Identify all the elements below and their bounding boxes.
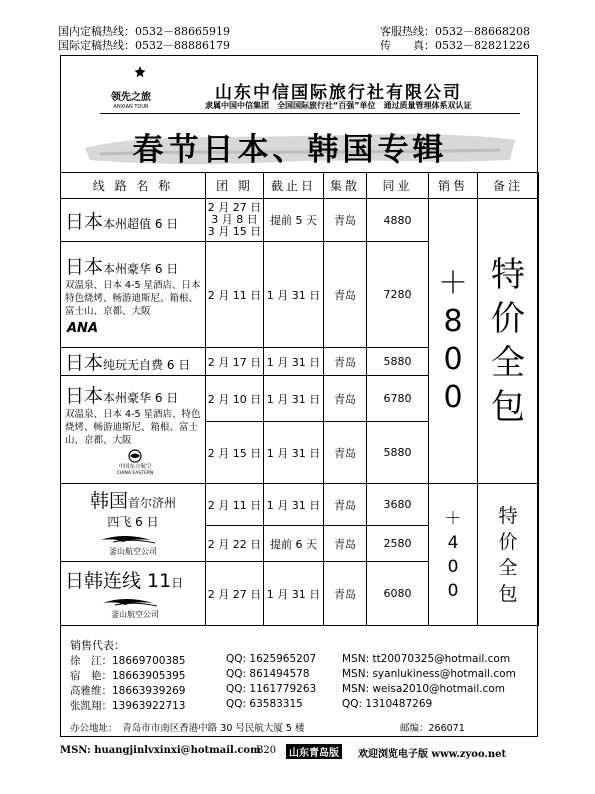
company-logo: [100, 60, 162, 110]
agent-row: [70, 683, 530, 698]
route-description: 双温泉、日本 4-5 星酒店、特色烧烤、畅游迪斯尼、箱根、富士山、京都、大阪: [65, 409, 201, 446]
city-cell: 青岛: [324, 199, 367, 242]
header-sales: 销售: [429, 173, 478, 199]
trade-price: 7280: [367, 242, 429, 348]
note-char: 包: [491, 387, 525, 427]
logo-subtext: ANXIAN TOUR: [113, 104, 149, 110]
route-name: 日: [171, 575, 184, 590]
deadline-cell: 1 月 31 日: [264, 484, 324, 526]
postcode: 邮编：266071: [400, 723, 465, 734]
city-cell: 青岛: [324, 422, 367, 484]
markup-char: ＋: [438, 266, 468, 301]
moon-star-icon: [100, 60, 162, 110]
deadline-cell: 1 月 31 日: [264, 562, 324, 626]
air-busan-logo: [65, 595, 205, 622]
route-cell: [61, 376, 206, 484]
departure-date: 2 月 11 日: [206, 242, 264, 348]
airline-name: 中国东方航空: [118, 464, 152, 470]
city-cell: 青岛: [324, 242, 367, 348]
route-cell: [61, 242, 206, 348]
route-country: 日本: [65, 385, 104, 407]
departure-date: 2 月 15 日: [206, 422, 264, 484]
company-name: 山东中信国际旅行社有限公司: [215, 83, 462, 103]
departure-date: 2 月 11 日: [206, 484, 264, 526]
header-divider: [100, 113, 520, 114]
header-deadline: 截止日: [264, 173, 324, 199]
city-cell: 青岛: [324, 526, 367, 562]
note-char: 价: [498, 530, 518, 553]
ana-logo: [65, 320, 205, 337]
table-header-row: [61, 173, 539, 199]
departure-date: 2 月 27 日: [207, 201, 262, 214]
page-number: B20: [256, 745, 277, 756]
departure-date: 3 月 15 日: [207, 225, 262, 238]
edition-badge: 山东青岛版: [286, 744, 342, 759]
markup-char: ＋: [444, 508, 462, 529]
route-description: 双温泉、日本 4-5 星酒店、日本特色烧烤、畅游迪斯尼、箱根、富士山、京都、大阪: [65, 280, 201, 317]
city-cell: 青岛: [324, 348, 367, 376]
agent-msn[interactable]: MSN: syanlukiness@hotmail.com: [342, 668, 516, 680]
markup-char: 8: [443, 304, 463, 339]
header-city: 集散: [324, 173, 367, 199]
route-name: 本州豪华 6 日: [103, 391, 179, 405]
agent-qq: QQ: 63583315: [226, 698, 303, 710]
departure-date: 2 月 17 日: [206, 348, 264, 376]
header-dates: 团 期: [206, 173, 264, 199]
sales-agents: [70, 637, 530, 713]
city-cell: 青岛: [324, 484, 367, 526]
intl-hotline: 国际定稿热线：0532－88886179: [58, 39, 230, 52]
footer-msn[interactable]: MSN: huangjinlvxinxi@hotmail.com: [60, 745, 261, 756]
markup-char: 0: [447, 556, 459, 577]
deadline-cell: 1 月 31 日: [264, 422, 324, 484]
route-country: 日本: [65, 256, 104, 278]
agent-qq-2: QQ: 1310487269: [342, 698, 433, 710]
airline-name-en: CHINA EASTERN: [116, 471, 154, 475]
route-country: 日韩连线 11: [65, 569, 172, 592]
markup-char: 4: [447, 532, 459, 553]
table-row: [61, 199, 539, 242]
trade-price: 6780: [367, 376, 429, 422]
agent-row: [70, 653, 530, 668]
departure-date: 3 月 8 日: [211, 213, 258, 226]
header-note: 备注: [478, 173, 539, 199]
trade-price: 5880: [367, 422, 429, 484]
sales-markup-bottom: [429, 484, 478, 626]
deadline-cell: 1 月 31 日: [264, 348, 324, 376]
city-cell: 青岛: [324, 376, 367, 422]
route-country: 日本: [65, 352, 104, 374]
route-cell: [61, 484, 206, 562]
air-busan-logo: [61, 532, 205, 559]
agent-msn[interactable]: MSN: weisa2010@hotmail.com: [342, 683, 506, 695]
route-cell: [61, 562, 206, 626]
departure-date: 2 月 27 日: [206, 562, 264, 626]
route-name: 本州超值 6 日: [103, 216, 179, 231]
airline-name: 釜山航空公司: [111, 609, 159, 619]
route-name: 本州豪华 6 日: [103, 262, 179, 276]
page-headline: 春节日本、韩国专辑: [132, 132, 448, 168]
note-char: 特: [498, 504, 518, 527]
trade-price: 2580: [367, 526, 429, 562]
note-top: [478, 199, 539, 484]
departure-date: 2 月 22 日: [206, 526, 264, 562]
logo-text: 领先之旅: [111, 92, 151, 103]
sales-markup-top: [429, 199, 478, 484]
agent-qq: QQ: 861494578: [226, 668, 310, 680]
trade-price: 6080: [367, 562, 429, 626]
deadline-cell: 提前 5 天: [264, 199, 324, 242]
footer-website[interactable]: 欢迎浏览电子版 www.zyoo.net: [358, 749, 507, 760]
markup-char: 0: [443, 342, 463, 377]
markup-char: 0: [447, 580, 459, 601]
trade-price: 4880: [367, 199, 429, 242]
markup-char: 0: [443, 380, 463, 415]
agent-name-phone: 张凯翔：13963922713: [70, 700, 186, 712]
agent-name-phone: 宿 艳：18663905395: [70, 670, 186, 682]
route-name: 首尔济州: [128, 496, 177, 510]
agent-name-phone: 徐 江：18669700385: [70, 655, 186, 667]
page-footer: [60, 745, 538, 760]
agents-title: 销售代表：: [70, 639, 125, 652]
table-row: [61, 484, 539, 526]
deadline-cell: 1 月 31 日: [264, 242, 324, 348]
company-tagline: 隶属中国中信集团 全国国际旅行社“百强”单位 通过质量管理体系双认证: [205, 101, 472, 110]
office-address: 办公地址： 青岛市市南区香港中路 30 号民航大厦 5 楼: [70, 723, 305, 734]
agent-name-phone: 高雅维：18663939269: [70, 685, 186, 697]
trade-price: 3680: [367, 484, 429, 526]
fax-number: 传 真：0532－82821226: [380, 39, 530, 52]
header-trade-price: 同业: [367, 173, 429, 199]
domestic-hotline: 国内定稿热线：0532－88665919: [58, 25, 230, 38]
route-country: 韩国: [89, 490, 128, 512]
note-char: 全: [498, 556, 518, 579]
airline-name: ANA: [67, 321, 99, 334]
deadline-cell: 1 月 31 日: [264, 376, 324, 422]
route-cell: [61, 348, 206, 376]
service-hotline: 客服热线：0532－88668208: [380, 25, 530, 38]
routes-table: [60, 172, 539, 626]
note-char: 全: [491, 343, 525, 383]
note-char: 价: [491, 299, 525, 339]
header-route: 线 路 名 称: [61, 173, 206, 199]
route-cell: [61, 199, 206, 242]
note-bottom: [478, 484, 539, 626]
city-cell: 青岛: [324, 562, 367, 626]
agent-row: [70, 698, 530, 713]
agent-qq: QQ: 1625965207: [226, 653, 317, 665]
china-eastern-logo: [65, 449, 205, 478]
agent-qq: QQ: 1161779263: [226, 683, 317, 695]
note-char: 包: [498, 582, 518, 605]
route-country: 日本: [65, 210, 104, 233]
deadline-cell: 提前 6 天: [264, 526, 324, 562]
trade-price: 5880: [367, 348, 429, 376]
departure-date: 2 月 10 日: [206, 376, 264, 422]
note-char: 特: [491, 255, 525, 295]
agent-msn[interactable]: MSN: tt20070325@hotmail.com: [342, 653, 511, 665]
departure-dates: [206, 199, 264, 242]
route-name-line2: 四飞 6 日: [107, 515, 159, 529]
route-name: 纯玩无自费 6 日: [103, 358, 191, 372]
airline-name: 釜山航空公司: [109, 547, 157, 556]
agent-row: [70, 668, 530, 683]
